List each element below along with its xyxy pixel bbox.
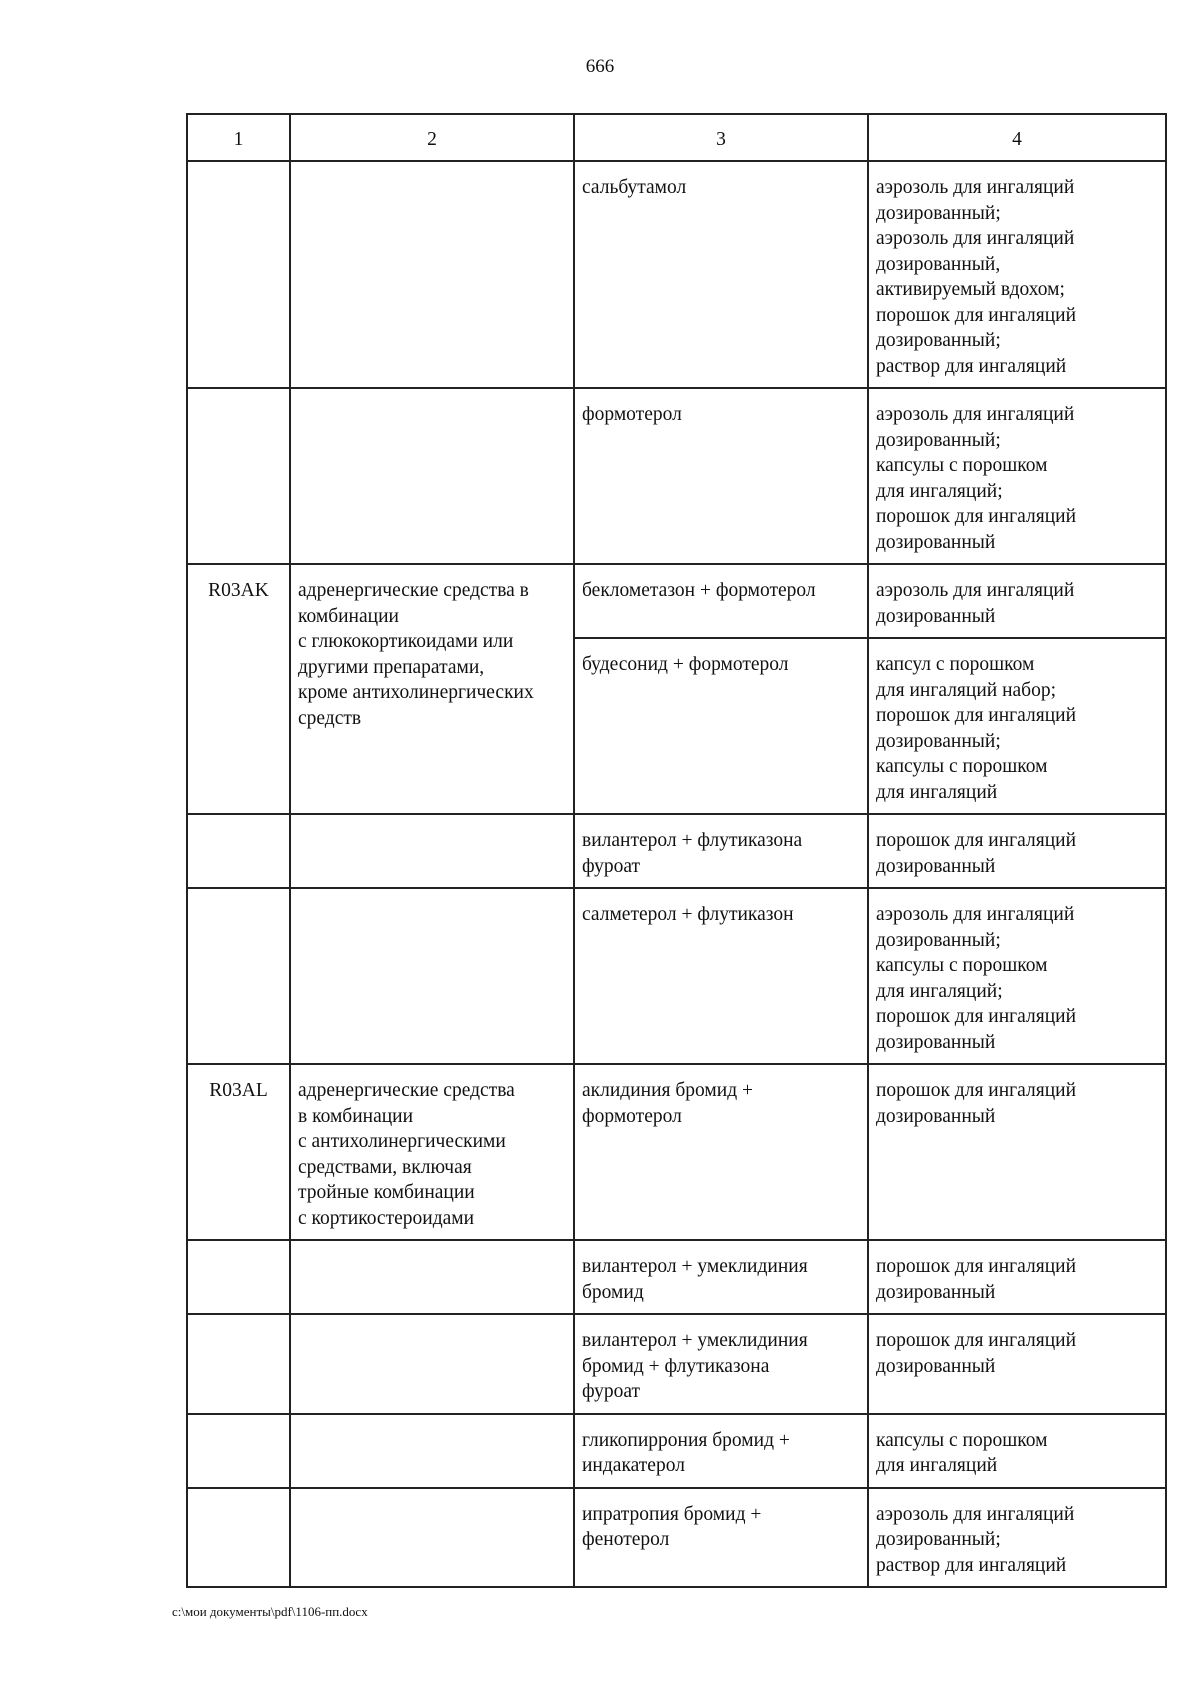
group-cell — [290, 1240, 574, 1314]
atc-code-cell — [187, 1414, 290, 1488]
form-cell: аэрозоль для ингаляций дозированный; раствор для ингаляций — [868, 1488, 1166, 1588]
group-cell — [290, 1314, 574, 1414]
form-cell: аэрозоль для ингаляций дозированный — [868, 564, 1166, 638]
form-cell: порошок для ингаляций дозированный — [868, 1064, 1166, 1240]
form-cell: порошок для ингаляций дозированный — [868, 1240, 1166, 1314]
group-cell — [290, 1488, 574, 1588]
drug-cell: вилантерол + умеклидиния бромид + флутиказона фуроат — [574, 1314, 868, 1414]
group-cell — [290, 161, 574, 388]
group-cell — [290, 388, 574, 564]
group-cell: адренергические средства в комбинации с антихолинергическими средствами, включая тройные комбинации с кортикостероидами — [290, 1064, 574, 1240]
header-col-3: 3 — [574, 114, 868, 161]
table-header-row — [187, 114, 1166, 161]
form-cell: аэрозоль для ингаляций дозированный; капсулы с порошком для ингаляций; порошок для ингаляций дозированный — [868, 388, 1166, 564]
drug-cell: гликопиррония бромид + индакатерол — [574, 1414, 868, 1488]
table-row — [187, 161, 1166, 388]
drug-cell: формотерол — [574, 388, 868, 564]
document-path-footer: c:\мои документы\pdf\1106-пп.docx — [172, 1604, 368, 1619]
header-col-2: 2 — [290, 114, 574, 161]
table-row — [187, 1064, 1166, 1240]
atc-code-cell: R03AL — [187, 1064, 290, 1240]
group-cell: адренергические средства в комбинации с глюкокортикоидами или другими препаратами, кроме антихолинергических средств — [290, 564, 574, 814]
table-row — [187, 814, 1166, 888]
table-row — [187, 388, 1166, 564]
atc-code-cell — [187, 814, 290, 888]
header-col-4: 4 — [868, 114, 1166, 161]
form-cell: капсул с порошком для ингаляций набор; порошок для ингаляций дозированный; капсулы с порошком для ингаляций — [868, 638, 1166, 814]
drug-cell: сальбутамол — [574, 161, 868, 388]
table-row — [187, 1488, 1166, 1588]
drug-cell: будесонид + формотерол — [574, 638, 868, 814]
form-cell: порошок для ингаляций дозированный — [868, 1314, 1166, 1414]
table-row — [187, 564, 1166, 638]
header-col-1: 1 — [187, 114, 290, 161]
table-row — [187, 1314, 1166, 1414]
page-number: 666 — [585, 56, 615, 77]
form-cell: порошок для ингаляций дозированный — [868, 814, 1166, 888]
atc-code-cell: R03AK — [187, 564, 290, 814]
medication-table — [186, 113, 1167, 1588]
group-cell — [290, 814, 574, 888]
atc-code-cell — [187, 888, 290, 1064]
atc-code-cell — [187, 1488, 290, 1588]
form-cell: аэрозоль для ингаляций дозированный; аэрозоль для ингаляций дозированный, активируемый вдохом; порошок для ингаляций дозированный; раствор для ингаляций — [868, 161, 1166, 388]
atc-code-cell — [187, 161, 290, 388]
drug-cell: беклометазон + формотерол — [574, 564, 868, 638]
table-row — [187, 1414, 1166, 1488]
atc-code-cell — [187, 1314, 290, 1414]
group-cell — [290, 888, 574, 1064]
drug-cell: аклидиния бромид + формотерол — [574, 1064, 868, 1240]
drug-cell: ипратропия бромид + фенотерол — [574, 1488, 868, 1588]
atc-code-cell — [187, 1240, 290, 1314]
atc-code-cell — [187, 388, 290, 564]
form-cell: капсулы с порошком для ингаляций — [868, 1414, 1166, 1488]
form-cell: аэрозоль для ингаляций дозированный; капсулы с порошком для ингаляций; порошок для ингаляций дозированный — [868, 888, 1166, 1064]
group-cell — [290, 1414, 574, 1488]
drug-cell: вилантерол + флутиказона фуроат — [574, 814, 868, 888]
drug-cell: вилантерол + умеклидиния бромид — [574, 1240, 868, 1314]
table-row — [187, 888, 1166, 1064]
table-row — [187, 1240, 1166, 1314]
drug-cell: салметерол + флутиказон — [574, 888, 868, 1064]
